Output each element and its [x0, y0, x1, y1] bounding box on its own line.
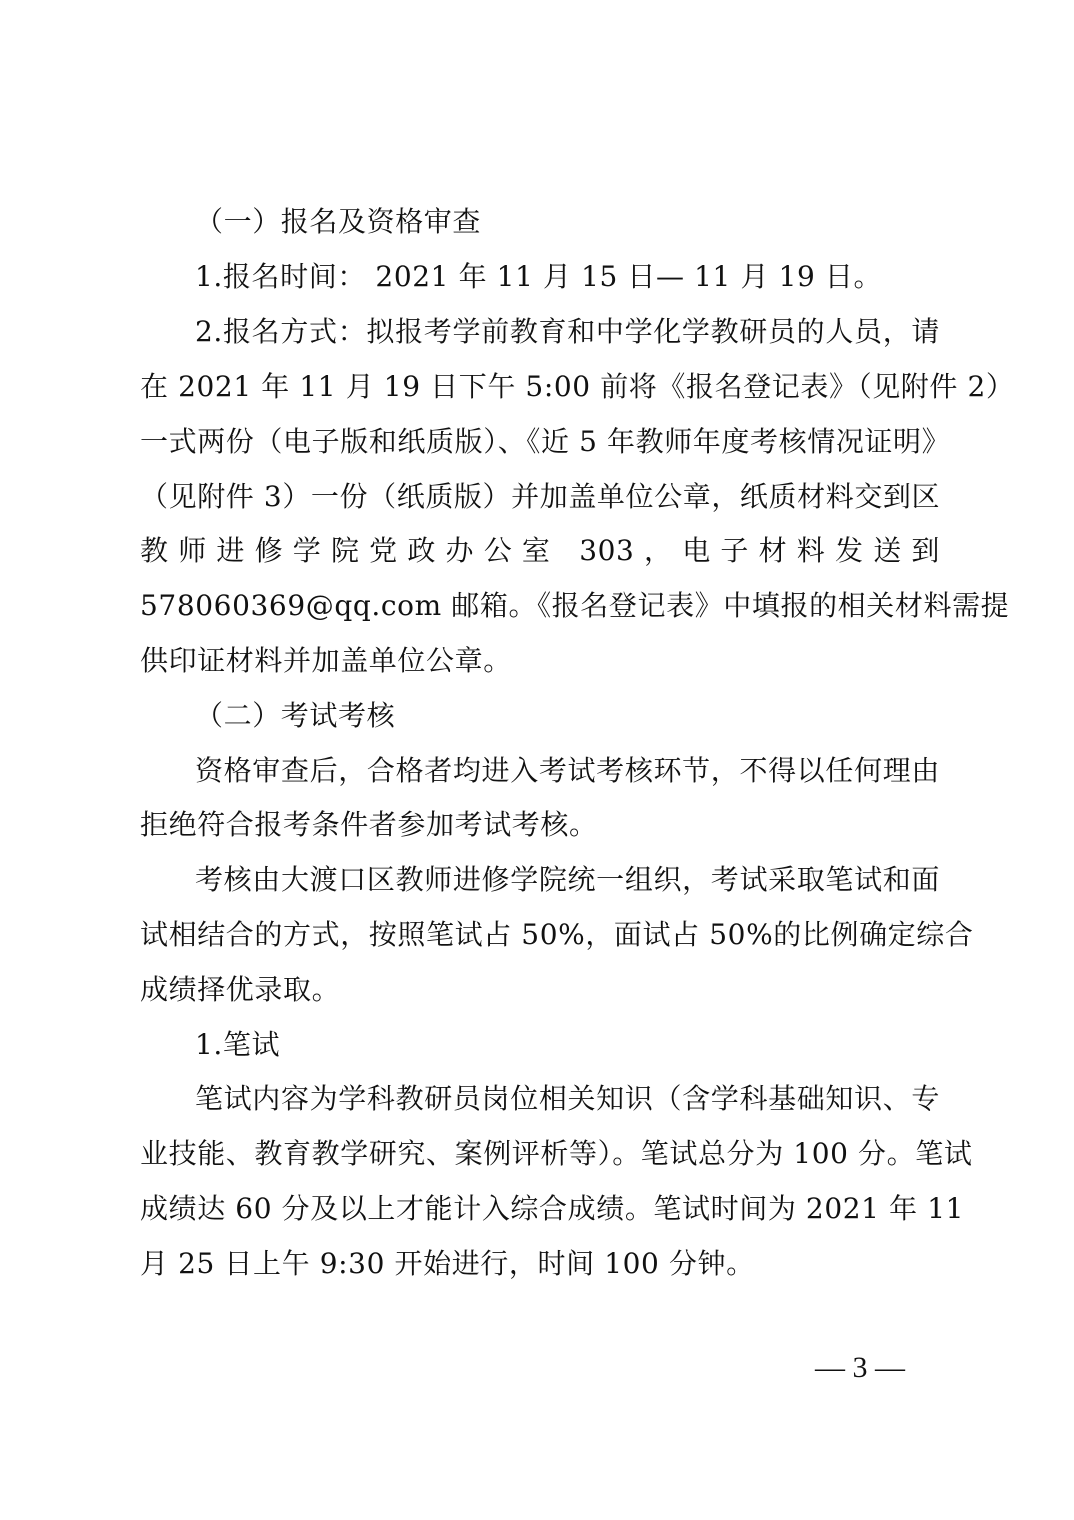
- paragraph-line: 一式两份（电子版和纸质版）、《近 5 年教师年度考核情况证明》: [140, 425, 951, 458]
- paragraph-line: 拒绝符合报考条件者参加考试考核。: [140, 808, 598, 841]
- paragraph-line: 成绩达 60 分及以上才能计入综合成绩。笔试时间为 2021 年 11: [140, 1192, 965, 1225]
- paragraph-line: 成绩择优录取。: [140, 973, 341, 1006]
- paragraph-line: 教师进修学院党政办公室 303，电子材料发送到: [140, 534, 940, 567]
- paragraph-line: 试相结合的方式，按照笔试占 50%，面试占 50%的比例确定综合: [140, 918, 974, 951]
- paragraph-line: 资格审查后，合格者均进入考试考核环节，不得以任何理由: [195, 754, 940, 787]
- paragraph-line: 在 2021 年 11 月 19 日下午 5:00 前将《报名登记表》（见附件 2）: [140, 370, 1015, 403]
- subsection-heading-written-exam: 1.笔试: [195, 1028, 281, 1061]
- paragraph-line: 578060369@qq.com 邮箱。《报名登记表》中填报的相关材料需提: [140, 589, 1010, 622]
- paragraph-line: 月 25 日上午 9:30 开始进行，时间 100 分钟。: [140, 1247, 755, 1280]
- paragraph-line: 供印证材料并加盖单位公章。: [140, 644, 512, 677]
- paragraph-line: 2.报名方式：拟报考学前教育和中学化学教研员的人员，请: [195, 315, 940, 348]
- section-heading-registration: （一）报名及资格审查: [195, 205, 482, 238]
- paragraph-line: 笔试内容为学科教研员岗位相关知识（含学科基础知识、专: [195, 1082, 940, 1115]
- page-number: — 3 —: [815, 1351, 905, 1384]
- paragraph-line: 业技能、教育教学研究、案例评析等）。笔试总分为 100 分。笔试: [140, 1137, 973, 1170]
- paragraph-line: 考核由大渡口区教师进修学院统一组织，考试采取笔试和面: [195, 863, 940, 896]
- paragraph-line: （见附件 3）一份（纸质版）并加盖单位公章，纸质材料交到区: [140, 480, 941, 513]
- section-heading-exam: （二）考试考核: [195, 699, 396, 732]
- paragraph-line: 1.报名时间： 2021 年 11 月 15 日— 11 月 19 日。: [195, 260, 883, 293]
